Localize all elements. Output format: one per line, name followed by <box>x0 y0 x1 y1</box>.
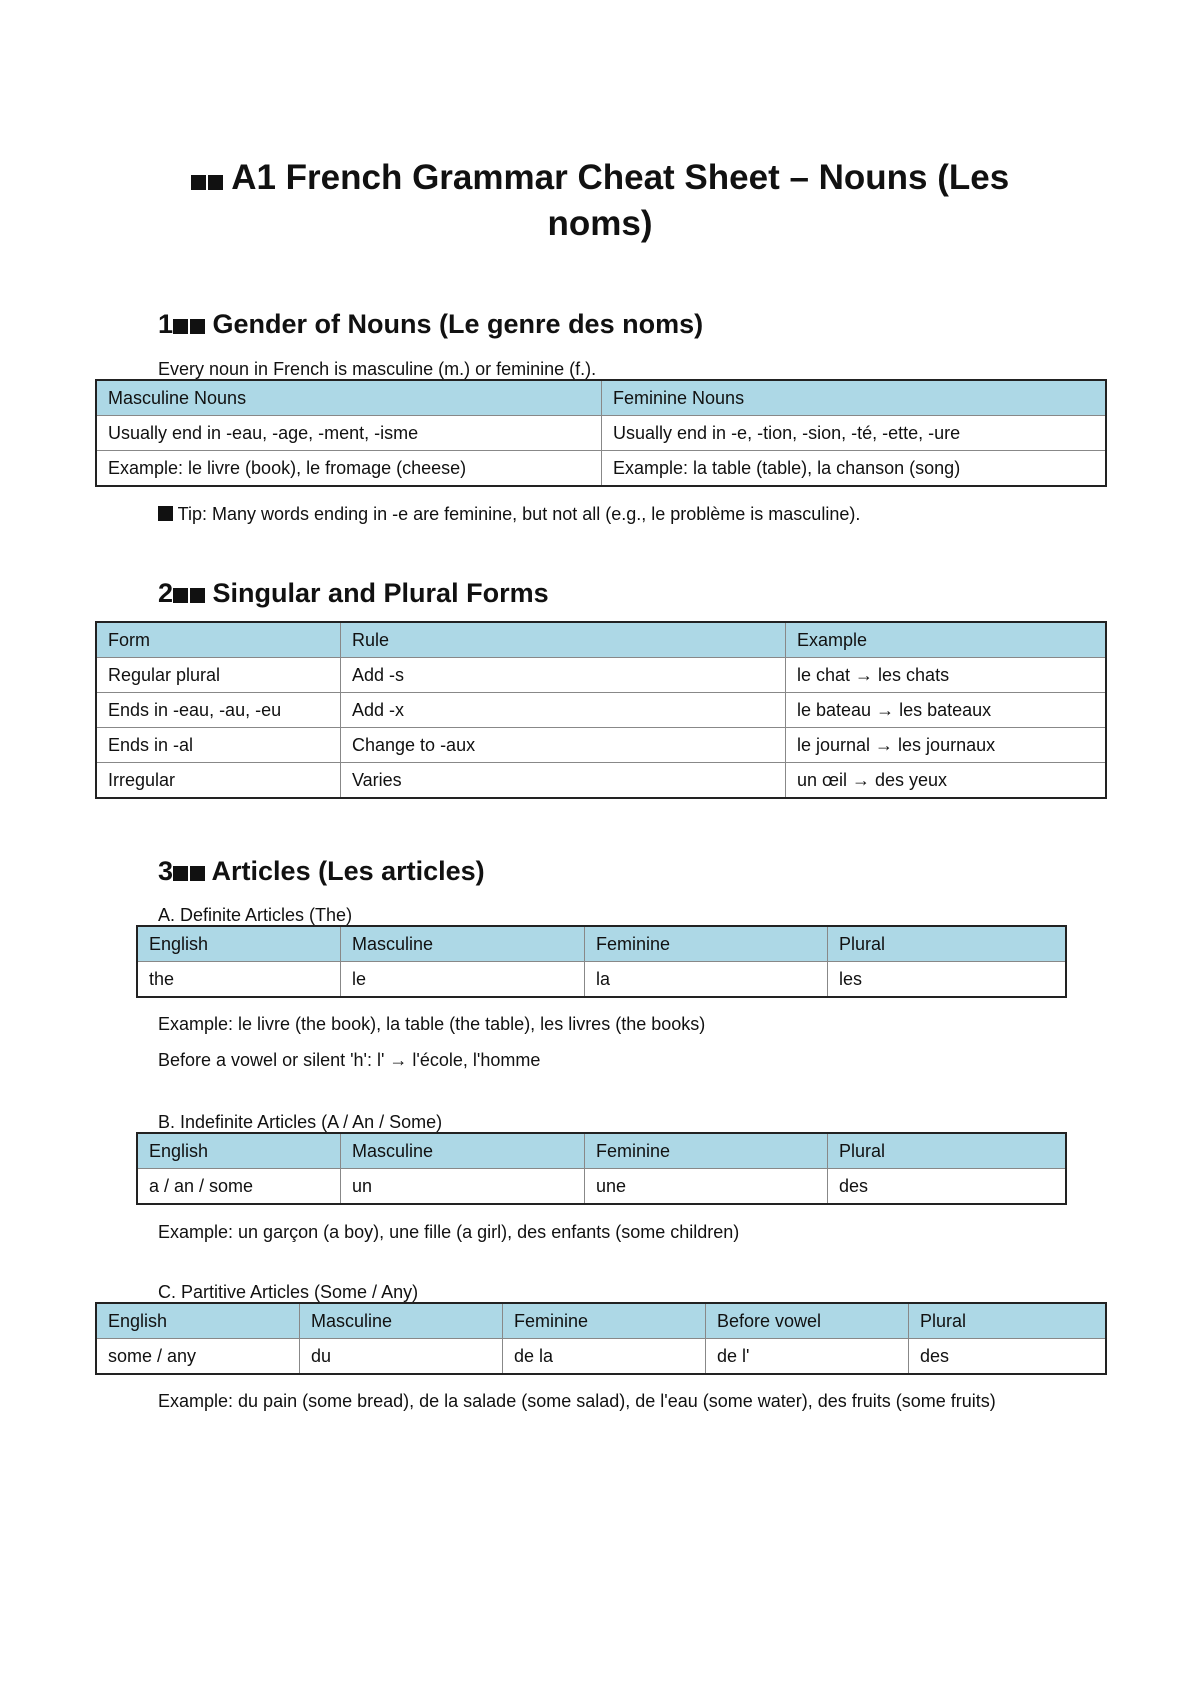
table-cell: des <box>909 1339 1107 1375</box>
table-header-cell: Plural <box>828 926 1067 962</box>
table-cell: une <box>585 1169 828 1205</box>
table-header-cell: Feminine <box>585 926 828 962</box>
table-cell: Ends in -al <box>96 728 341 763</box>
partitive-example: Example: du pain (some bread), de la salade (some salad), de l'eau (some water), des fruits (some fruits) <box>158 1391 996 1411</box>
table-row <box>96 763 1106 799</box>
table-header-cell: Before vowel <box>706 1303 909 1339</box>
table-row <box>137 1169 1066 1205</box>
table-cell: Add -x <box>341 693 786 728</box>
definite-label: A. Definite Articles (The) <box>158 905 353 925</box>
table-header-cell: Masculine <box>341 1133 585 1169</box>
square-glyph-icon <box>208 175 223 190</box>
square-glyph-icon <box>173 588 188 603</box>
table-header-cell: Rule <box>341 622 786 658</box>
table-header-cell: Masculine <box>300 1303 503 1339</box>
table-header-cell: English <box>96 1303 300 1339</box>
table-cell: le chat → les chats <box>786 658 1107 693</box>
table-header-cell: Example <box>786 622 1107 658</box>
section-heading-plural: 2 Singular and Plural Forms <box>158 578 549 608</box>
indefinite-example: Example: un garçon (a boy), une fille (a girl), des enfants (some children) <box>158 1222 740 1242</box>
table-header-cell: Masculine <box>341 926 585 962</box>
table-cell: de l' <box>706 1339 909 1375</box>
table-cell: un œil → des yeux <box>786 763 1107 799</box>
table-header-cell: Masculine Nouns <box>96 380 602 416</box>
table-header-cell: English <box>137 1133 341 1169</box>
table-cell: Ends in -eau, -au, -eu <box>96 693 341 728</box>
square-glyph-icon <box>190 866 205 881</box>
square-glyph-icon <box>191 175 206 190</box>
table-cell: la <box>585 962 828 998</box>
table-cell: Usually end in -eau, -age, -ment, -isme <box>96 416 602 451</box>
partitive-label: C. Partitive Articles (Some / Any) <box>158 1282 419 1302</box>
square-glyph-icon <box>173 319 188 334</box>
table-cell: des <box>828 1169 1067 1205</box>
plural-table <box>95 621 1107 799</box>
table-cell: a / an / some <box>137 1169 341 1205</box>
partitive-articles-table <box>95 1302 1107 1375</box>
square-glyph-icon <box>158 506 173 521</box>
definite-note: Before a vowel or silent 'h': l' → l'école, l'homme <box>158 1050 541 1070</box>
square-glyph-icon <box>190 588 205 603</box>
table-row <box>96 693 1106 728</box>
page-title: A1 French Grammar Cheat Sheet – Nouns (Les noms) <box>150 155 1050 247</box>
square-glyph-icon <box>173 866 188 881</box>
table-cell: Add -s <box>341 658 786 693</box>
definite-articles-table <box>136 925 1067 998</box>
table-row <box>96 658 1106 693</box>
table-cell: les <box>828 962 1067 998</box>
table-cell: Irregular <box>96 763 341 799</box>
table-header-cell: Plural <box>909 1303 1107 1339</box>
table-header-row <box>96 622 1106 658</box>
gender-table <box>95 379 1107 487</box>
gender-intro: Every noun in French is masculine (m.) or feminine (f.). <box>158 359 597 379</box>
table-header-row <box>137 926 1066 962</box>
table-header-row <box>137 1133 1066 1169</box>
table-cell: le <box>341 962 585 998</box>
table-header-cell: Feminine <box>503 1303 706 1339</box>
table-header-row <box>96 380 1106 416</box>
square-glyph-icon <box>190 319 205 334</box>
table-cell: Example: le livre (book), le fromage (cheese) <box>96 451 602 487</box>
table-cell: Varies <box>341 763 786 799</box>
section-heading-articles: 3 Articles (Les articles) <box>158 856 485 886</box>
table-row <box>96 416 1106 451</box>
table-cell: Regular plural <box>96 658 341 693</box>
table-cell: Example: la table (table), la chanson (song) <box>602 451 1107 487</box>
table-cell: Usually end in -e, -tion, -sion, -té, -ette, -ure <box>602 416 1107 451</box>
table-cell: de la <box>503 1339 706 1375</box>
table-row <box>96 728 1106 763</box>
table-header-row <box>96 1303 1106 1339</box>
table-header-cell: Form <box>96 622 341 658</box>
table-cell: Change to -aux <box>341 728 786 763</box>
indefinite-label: B. Indefinite Articles (A / An / Some) <box>158 1112 443 1132</box>
table-row <box>96 451 1106 487</box>
table-cell: some / any <box>96 1339 300 1375</box>
table-header-cell: Feminine <box>585 1133 828 1169</box>
table-cell: le bateau → les bateaux <box>786 693 1107 728</box>
indefinite-articles-table <box>136 1132 1067 1205</box>
table-header-cell: English <box>137 926 341 962</box>
table-row <box>96 1339 1106 1375</box>
table-header-cell: Plural <box>828 1133 1067 1169</box>
table-cell: the <box>137 962 341 998</box>
table-row <box>137 962 1066 998</box>
table-cell: du <box>300 1339 503 1375</box>
table-cell: le journal → les journaux <box>786 728 1107 763</box>
definite-example: Example: le livre (the book), la table (the table), les livres (the books) <box>158 1014 706 1034</box>
section-heading-gender: 1 Gender of Nouns (Le genre des noms) <box>158 309 704 339</box>
table-header-cell: Feminine Nouns <box>602 380 1107 416</box>
table-cell: un <box>341 1169 585 1205</box>
gender-tip: Tip: Many words ending in -e are feminine, but not all (e.g., le problème is masculine). <box>158 503 860 525</box>
